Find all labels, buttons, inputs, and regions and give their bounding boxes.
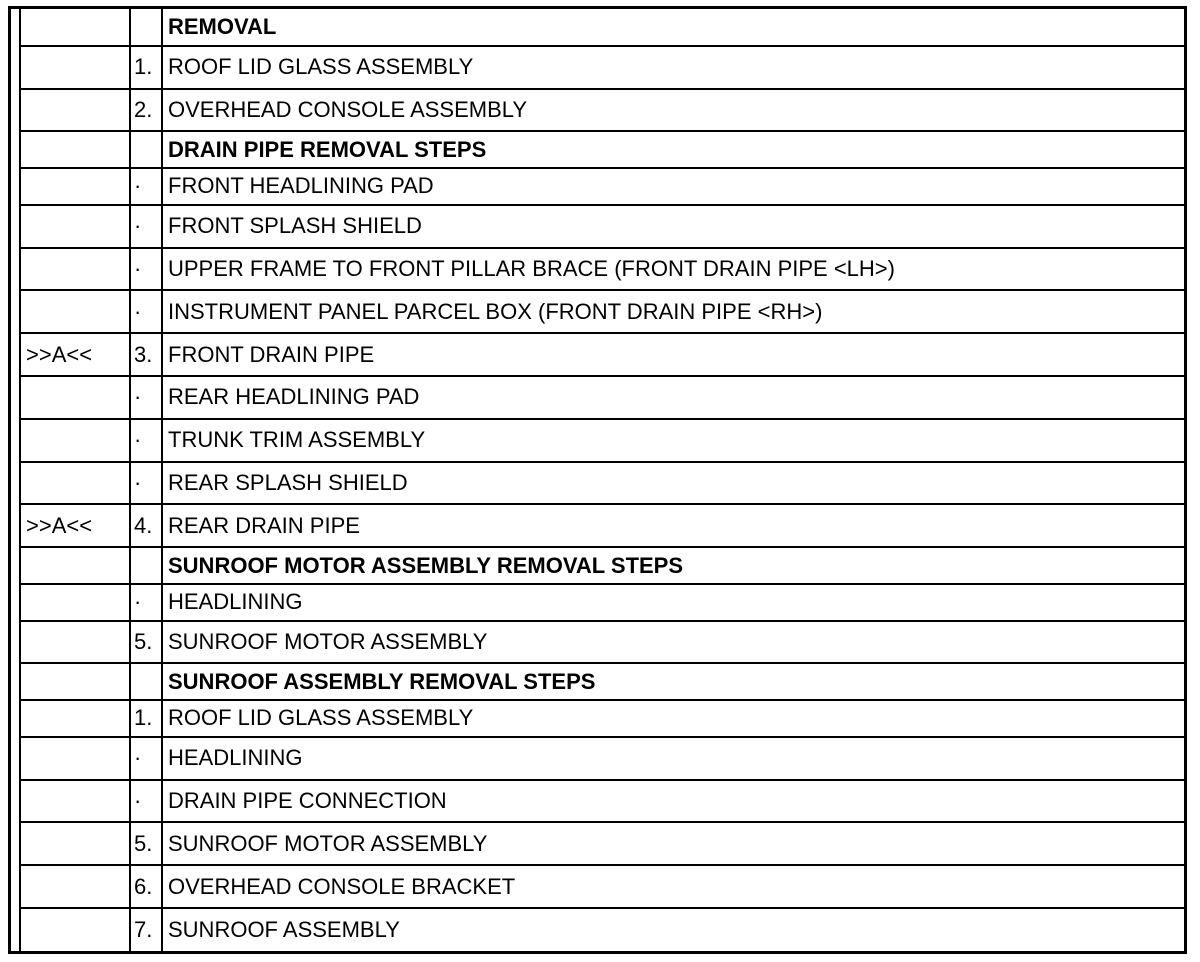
table-row [21,89,1187,132]
step-number [130,547,162,584]
reference-mark [21,419,130,462]
reference-mark [21,290,130,333]
table-row [21,419,1187,462]
step-number: · [130,205,162,248]
table-row [21,908,1187,951]
reference-mark [21,865,130,908]
step-number: · [130,780,162,823]
step-number: 4. [130,504,162,547]
reference-mark [21,168,130,205]
step-item: HEADLINING [162,584,1187,621]
removal-steps-table [21,9,1187,951]
step-number: 2. [130,89,162,132]
reference-mark [21,376,130,419]
section-heading: SUNROOF MOTOR ASSEMBLY REMOVAL STEPS [162,547,1187,584]
reference-mark [21,780,130,823]
section-heading: SUNROOF ASSEMBLY REMOVAL STEPS [162,663,1187,700]
step-number: 5. [130,621,162,664]
step-item: REAR DRAIN PIPE [162,504,1187,547]
step-number: 6. [130,865,162,908]
reference-mark [21,248,130,291]
reference-mark [21,547,130,584]
reference-mark: >>A<< [21,333,130,376]
step-number [130,9,162,46]
reference-mark: >>A<< [21,504,130,547]
table-row [21,248,1187,291]
reference-mark [21,89,130,132]
reference-mark [21,700,130,737]
reference-mark [21,822,130,865]
reference-mark [21,663,130,700]
section-heading-row [21,663,1187,700]
step-number: 3. [130,333,162,376]
step-number: · [130,248,162,291]
table-row [21,462,1187,505]
step-item: DRAIN PIPE CONNECTION [162,780,1187,823]
table-row [21,205,1187,248]
step-number [130,663,162,700]
table-row [21,780,1187,823]
reference-mark [21,9,130,46]
table-row [21,822,1187,865]
table-row [21,290,1187,333]
step-item: SUNROOF MOTOR ASSEMBLY [162,621,1187,664]
reference-mark [21,908,130,951]
reference-mark [21,46,130,89]
table-row [21,333,1187,376]
step-item: HEADLINING [162,737,1187,780]
table-row [21,621,1187,664]
step-item: FRONT SPLASH SHIELD [162,205,1187,248]
step-item: FRONT HEADLINING PAD [162,168,1187,205]
step-item: OVERHEAD CONSOLE BRACKET [162,865,1187,908]
step-item: UPPER FRAME TO FRONT PILLAR BRACE (FRONT DRAIN PIPE <LH>) [162,248,1187,291]
procedure-sheet [8,6,1187,954]
step-item: FRONT DRAIN PIPE [162,333,1187,376]
step-number: 5. [130,822,162,865]
table-body [21,9,1187,951]
step-number: · [130,290,162,333]
section-heading: REMOVAL [162,9,1187,46]
section-heading-row [21,131,1187,168]
step-item: REAR SPLASH SHIELD [162,462,1187,505]
step-number: 1. [130,700,162,737]
step-item: ROOF LID GLASS ASSEMBLY [162,46,1187,89]
section-heading-row [21,9,1187,46]
reference-mark [21,131,130,168]
section-heading: DRAIN PIPE REMOVAL STEPS [162,131,1187,168]
step-item: SUNROOF MOTOR ASSEMBLY [162,822,1187,865]
table-row [21,584,1187,621]
step-number: · [130,419,162,462]
step-number: · [130,462,162,505]
reference-mark [21,462,130,505]
step-number: 1. [130,46,162,89]
table-row [21,46,1187,89]
step-item: INSTRUMENT PANEL PARCEL BOX (FRONT DRAIN PIPE <RH>) [162,290,1187,333]
step-item: ROOF LID GLASS ASSEMBLY [162,700,1187,737]
table-row [21,865,1187,908]
step-item: TRUNK TRIM ASSEMBLY [162,419,1187,462]
step-number: · [130,584,162,621]
section-heading-row [21,547,1187,584]
table-row [21,376,1187,419]
table-row [21,168,1187,205]
step-number: 7. [130,908,162,951]
table-row [21,504,1187,547]
step-item: SUNROOF ASSEMBLY [162,908,1187,951]
reference-mark [21,621,130,664]
step-number: · [130,737,162,780]
step-number: · [130,376,162,419]
step-item: OVERHEAD CONSOLE ASSEMBLY [162,89,1187,132]
table-row [21,700,1187,737]
step-number [130,131,162,168]
table-row [21,737,1187,780]
reference-mark [21,584,130,621]
reference-mark [21,737,130,780]
step-item: REAR HEADLINING PAD [162,376,1187,419]
step-number: · [130,168,162,205]
reference-mark [21,205,130,248]
